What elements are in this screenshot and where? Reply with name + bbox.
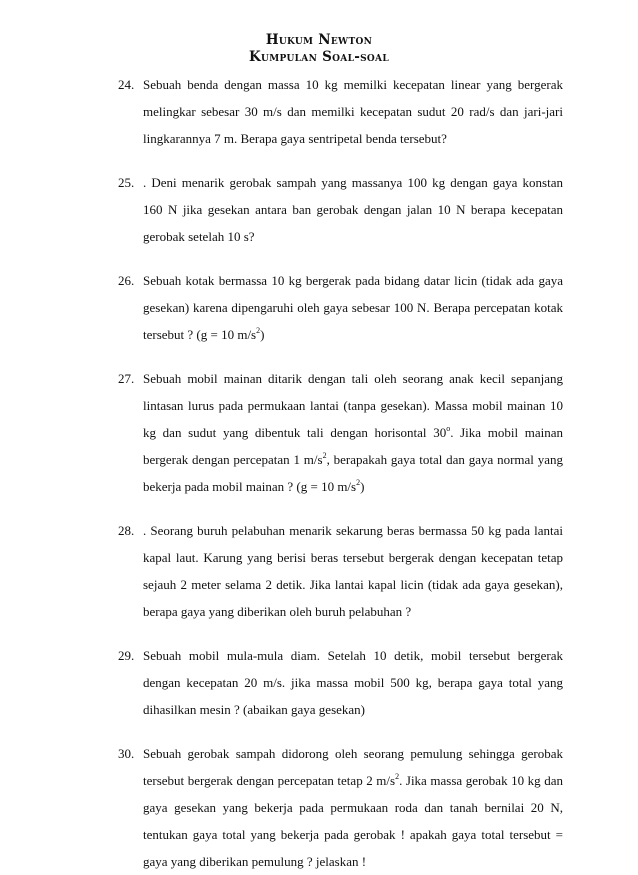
- problem-number: 24.: [118, 77, 135, 92]
- problem-number: 26.: [118, 273, 135, 288]
- problem-list: [118, 71, 563, 875]
- problem-text-part: . Jika mobil mainan bergerak dengan percepatan 1 m/s: [143, 425, 564, 467]
- problem-text-part: Sebuah benda dengan massa 10 kg memilki kecepatan linear yang bergerak melingkar sebesar 30 m/s dan memilki kecepatan sudut 20 rad/s dan jari-jari lingkarannya 7 m. Berapa gaya sentripetal benda tersebut?: [143, 77, 563, 146]
- problem-26: [118, 267, 563, 348]
- problem-24: [118, 71, 563, 152]
- problem-text-part: ): [260, 327, 265, 342]
- problem-text-part: Sebuah mobil mula-mula diam. Setelah 10 detik, mobil tersebut bergerak dengan kecepatan 20 m/s. jika massa mobil 500 kg, berapa gaya total yang dihasilkan mesin ? (abaikan gaya gesekan): [143, 648, 563, 717]
- problem-text: [143, 71, 563, 152]
- superscript: o: [446, 424, 451, 433]
- problem-text: [143, 169, 563, 250]
- problem-text-part: . Deni menarik gerobak sampah yang massanya 100 kg dengan gaya konstan 160 N jika gesekan antara ban gerobak dengan jalan 10 N berapa kecepatan gerobak setelah 10 s?: [143, 175, 563, 244]
- problem-text-part: , berapakah gaya total dan gaya normal yang bekerja pada mobil mainan ? (g = 10 m/s: [143, 452, 563, 494]
- superscript: 2: [356, 478, 361, 487]
- problem-text-part: . Jika massa gerobak 10 kg dan gaya gesekan yang bekerja pada permukaan roda dan tanah bernilai 20 N, tentukan gaya total yang bekerja pada gerobak ! apakah gaya total tersebut = gaya yang diberikan pemulung ? jelaskan !: [143, 773, 563, 869]
- problem-27: [118, 365, 563, 500]
- problem-number: 25.: [118, 175, 135, 190]
- superscript: 2: [322, 451, 327, 460]
- superscript: 2: [395, 772, 400, 781]
- problem-text-part: Sebuah mobil mainan ditarik dengan tali oleh seorang anak kecil sepanjang lintasan lurus pada permukaan lantai (tanpa gesekan). Massa mobil mainan 10 kg dan sudut yang dibentuk tali dengan horisontal 30: [143, 371, 563, 440]
- problem-text-part: ): [360, 479, 365, 494]
- problem-text-part: Sebuah kotak bermassa 10 kg bergerak pada bidang datar licin (tidak ada gaya gesekan) karena dipengaruhi oleh gaya sebesar 100 N. Berapa percepatan kotak tersebut ? (g = 10 m/s: [143, 273, 563, 342]
- problem-25: [118, 169, 563, 250]
- problem-text: [143, 267, 563, 348]
- problem-text: [143, 740, 563, 875]
- problem-text-part: Sebuah gerobak sampah didorong oleh seorang pemulung sehingga gerobak tersebut bergerak dengan percepatan tetap 2 m/s: [143, 746, 563, 788]
- problem-text: [143, 365, 563, 500]
- document-title: Hukum Newton: [265, 32, 373, 48]
- document-subtitle: Kumpulan Soal-soal: [249, 49, 389, 65]
- problem-number: 30.: [118, 746, 135, 761]
- problem-text-part: . Seorang buruh pelabuhan menarik sekarung beras bermassa 50 kg pada lantai kapal laut. Karung yang berisi beras tersebut bergerak dengan kecepatan tetap sejauh 2 meter selama 2 detik. Jika lantai kapal licin (tidak ada gaya gesekan), berapa gaya yang diberikan oleh buruh pelabuhan ?: [143, 523, 563, 619]
- problem-30: [118, 740, 563, 875]
- problem-number: 28.: [118, 523, 135, 538]
- problem-29: [118, 642, 563, 723]
- problem-number: 27.: [118, 371, 135, 386]
- problem-28: [118, 517, 563, 625]
- document-header: [0, 32, 638, 66]
- problem-text: [143, 642, 563, 723]
- problem-number: 29.: [118, 648, 135, 663]
- superscript: 2: [256, 326, 261, 335]
- problem-text: [143, 517, 563, 625]
